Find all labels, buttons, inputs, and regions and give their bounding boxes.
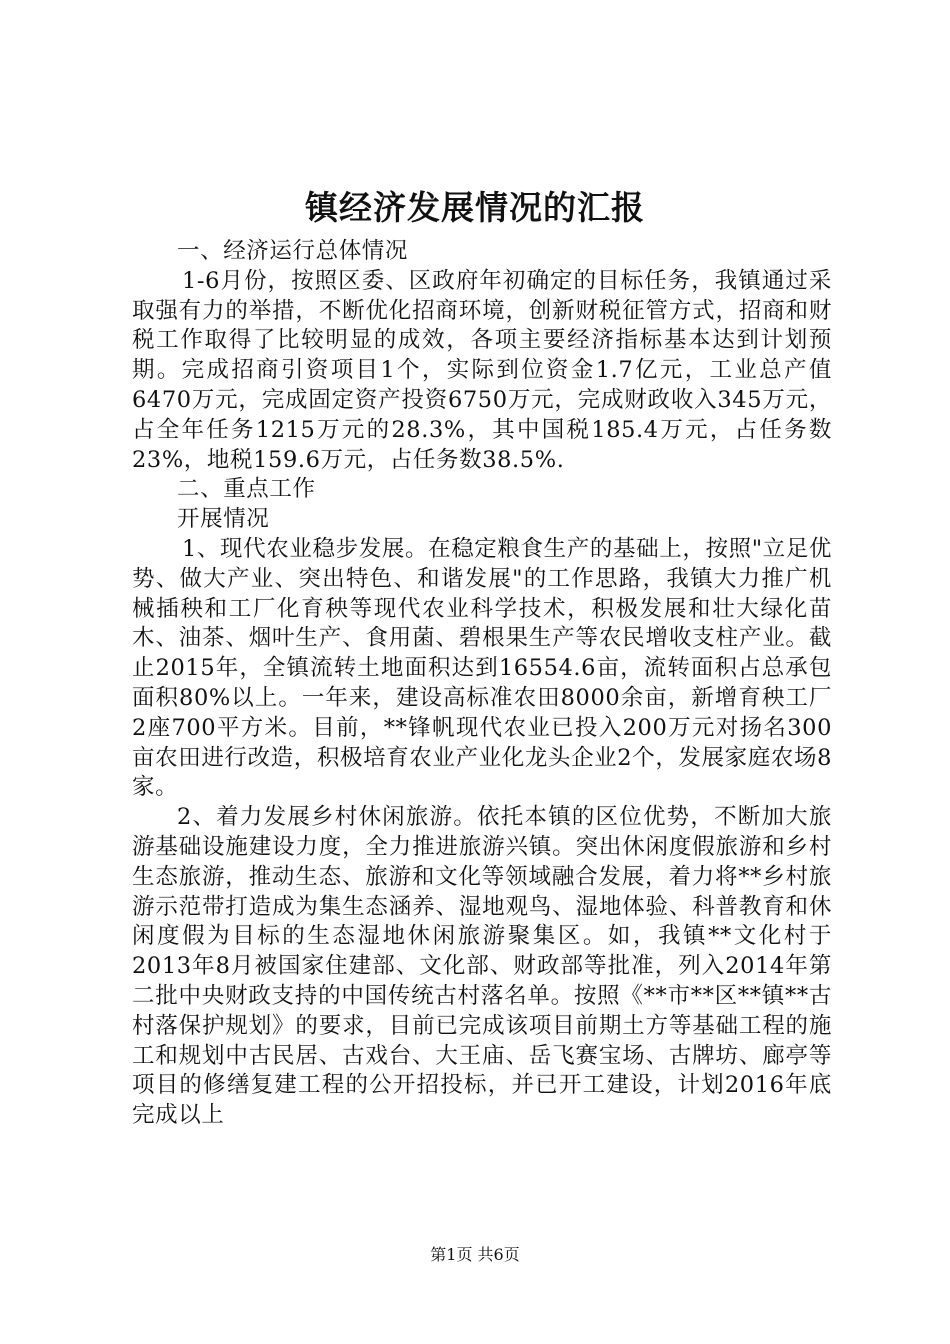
paragraph-tourism: 2、着力发展乡村休闲旅游。依托本镇的区位优势，不断加大旅游基础设施建设力度，全力推进旅游兴镇。突出休闲度假旅游和乡村生态旅游，推动生态、旅游和文化等领域融合发展，着力将**乡村旅游示范带打造成为集生态涵养、湿地观鸟、湿地体验、科普教育和休闲度假为目标的生态湿地休闲旅游聚集区。如，我镇**文化村于2013年8月被国家住建部、文化部、财政部等批准，列入2014年第二批中央财政支持的中国传统古村落名单。按照《**市**区**镇**古村落保护规划》的要求，目前已完成该项目前期土方等基础工程的施工和规划中古民居、古戏台、大王庙、岳飞赛宝场、古牌坊、廊亭等项目的修缮复建工程的公开招投标，并已开工建设，计划2016年底完成以上 <box>132 804 832 1129</box>
section-subheading-progress: 开展情况 <box>177 506 270 533</box>
document-title: 镇经济发展情况的汇报 <box>305 188 645 227</box>
section-heading-key-work: 二、重点工作 <box>177 476 316 503</box>
page-number-footer: 第1页 共6页 <box>430 1245 520 1264</box>
section-heading-economy: 一、经济运行总体情况 <box>177 238 409 264</box>
paragraph-agriculture: 1、现代农业稳步发展。在稳定粮食生产的基础上，按照"立足优势、做大产业、突出特色、和谐发展"的工作思路，我镇大力推广机械插秧和工厂化育秧等现代农业科学技术，积极发展和壮大绿化苗木、油茶、烟叶生产、食用菌、碧根果生产等农民增收支柱产业。截止2015年，全镇流转土地面积达到16554.6亩，流转面积占总承包面积80%以上。一年来，建设高标准农田8000余亩，新增育秧工厂2座700平方米。目前，**锋帆现代农业已投入200万元对扬名300亩农田进行改造，积极培育农业产业化龙头企业2个，发展家庭农场8家。 <box>132 535 832 801</box>
document-body <box>132 237 832 1131</box>
paragraph-economy-summary: 1-6月份，按照区委、区政府年初确定的目标任务，我镇通过采取强有力的举措，不断优化招商环境，创新财税征管方式，招商和财税工作取得了比较明显的成效，各项主要经济指标基本达到计划预期。完成招商引资项目1个，实际到位资金1.7亿元，工业总产值6470万元，完成固定资产投资6750万元，完成财政收入345万元，占全年任务1215万元的28.3%，其中国税185.4万元，占任务数23%，地税159.6万元，占任务数38.5%. <box>132 267 832 473</box>
